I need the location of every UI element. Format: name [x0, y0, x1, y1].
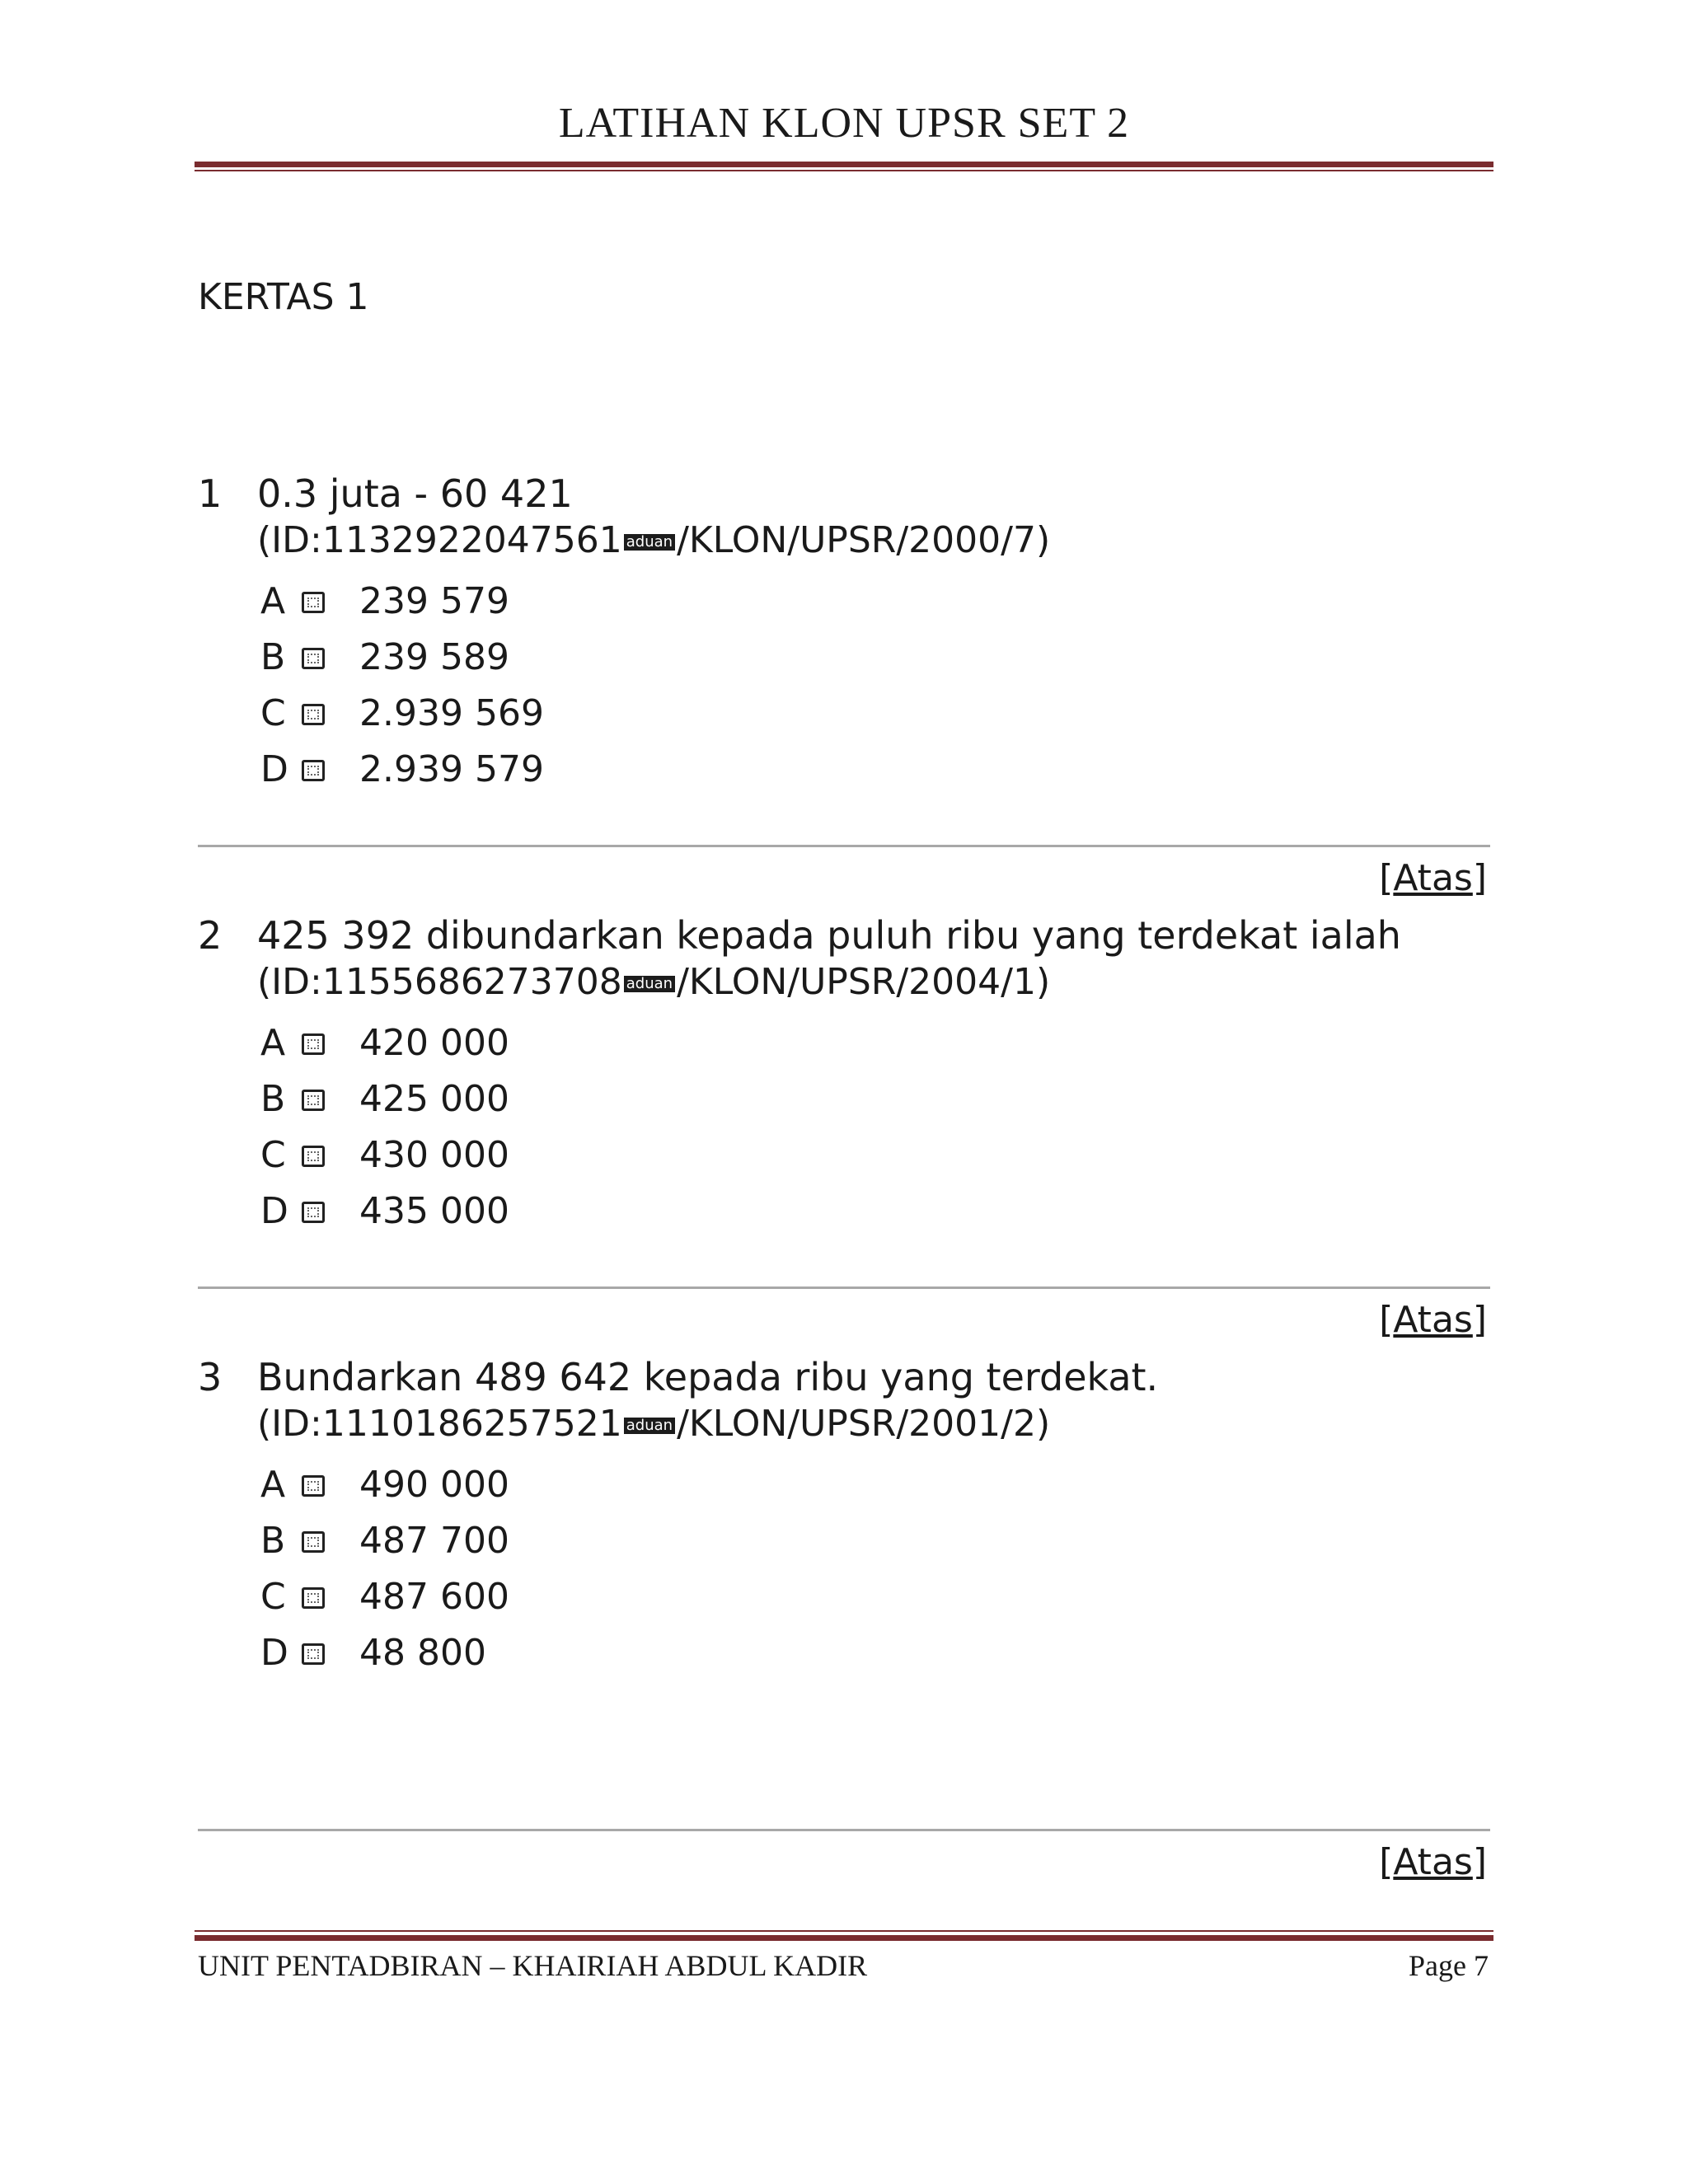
question-separator — [198, 1829, 1490, 1831]
option-value: 420 000 — [359, 1022, 509, 1064]
question-id — [257, 1403, 1050, 1445]
question-text: Bundarkan 489 642 kepada ribu yang terdekat. — [257, 1355, 1159, 1399]
atas-link-label[interactable]: Atas — [1393, 1299, 1473, 1341]
option-radio-b[interactable] — [302, 1090, 325, 1111]
option-radio-c[interactable] — [302, 1587, 325, 1609]
option-radio-a[interactable] — [302, 1475, 325, 1497]
atas-link[interactable]: [Atas] — [1379, 857, 1487, 899]
question-number: 2 — [198, 913, 223, 958]
option-value: 430 000 — [359, 1134, 509, 1176]
footer-author: UNIT PENTADBIRAN – KHAIRIAH ABDUL KADIR — [198, 1949, 868, 1982]
option-value: 487 600 — [359, 1576, 509, 1618]
option-radio-b[interactable] — [302, 648, 325, 669]
option-letter: D — [260, 748, 288, 790]
option-value: 2.939 579 — [359, 748, 544, 790]
question-id-prefix: (ID:1110186257521 — [257, 1403, 622, 1445]
option-radio-c[interactable] — [302, 1146, 325, 1167]
option-value: 490 000 — [359, 1464, 509, 1506]
option-radio-d[interactable] — [302, 1202, 325, 1223]
option-letter: C — [260, 1576, 286, 1618]
question-separator — [198, 1286, 1490, 1289]
option-letter: A — [260, 1022, 286, 1064]
aduan-link[interactable]: aduan — [624, 534, 675, 551]
page-header-title: LATIHAN KLON UPSR SET 2 — [558, 100, 1130, 147]
question-id-suffix: /KLON/UPSR/2000/7) — [677, 519, 1051, 561]
option-value: 48 800 — [359, 1632, 486, 1674]
option-letter: A — [260, 1464, 286, 1506]
question-id-prefix: (ID:1132922047561 — [257, 519, 622, 561]
option-radio-a[interactable] — [302, 592, 325, 613]
question-id-suffix: /KLON/UPSR/2001/2) — [677, 1403, 1051, 1445]
option-letter: D — [260, 1632, 288, 1674]
atas-link[interactable]: [Atas] — [1379, 1299, 1487, 1341]
option-letter: B — [260, 1078, 286, 1120]
footer-rule-thin — [195, 1930, 1493, 1932]
option-letter: C — [260, 1134, 286, 1176]
option-value: 487 700 — [359, 1520, 509, 1562]
question-id — [257, 519, 1050, 561]
option-letter: B — [260, 636, 286, 678]
header-rule-thin — [195, 170, 1493, 171]
option-radio-d[interactable] — [302, 1643, 325, 1665]
atas-link-label[interactable]: Atas — [1393, 857, 1473, 899]
option-letter: D — [260, 1190, 288, 1232]
question-text: 425 392 dibundarkan kepada puluh ribu yang terdekat ialah — [257, 913, 1401, 958]
question-text: 0.3 juta - 60 421 — [257, 471, 573, 516]
question-id-suffix: /KLON/UPSR/2004/1) — [677, 961, 1051, 1003]
question-number: 3 — [198, 1355, 223, 1399]
option-letter: B — [260, 1520, 286, 1562]
option-value: 239 579 — [359, 580, 509, 622]
header-rule — [195, 162, 1493, 167]
aduan-link[interactable]: aduan — [624, 976, 675, 992]
question-id-prefix: (ID:1155686273708 — [257, 961, 622, 1003]
footer-rule — [195, 1935, 1493, 1941]
option-value: 239 589 — [359, 636, 509, 678]
option-value: 435 000 — [359, 1190, 509, 1232]
option-letter: C — [260, 692, 286, 734]
question-separator — [198, 845, 1490, 847]
option-radio-a[interactable] — [302, 1033, 325, 1055]
option-value: 2.939 569 — [359, 692, 544, 734]
option-letter: A — [260, 580, 286, 622]
option-radio-c[interactable] — [302, 704, 325, 725]
question-id — [257, 961, 1050, 1003]
option-radio-d[interactable] — [302, 760, 325, 781]
section-label: KERTAS 1 — [198, 276, 369, 318]
page-number: Page 7 — [1409, 1949, 1489, 1982]
atas-link[interactable]: [Atas] — [1379, 1841, 1487, 1883]
aduan-link[interactable]: aduan — [624, 1418, 675, 1434]
option-value: 425 000 — [359, 1078, 509, 1120]
atas-link-label[interactable]: Atas — [1393, 1841, 1473, 1883]
question-number: 1 — [198, 471, 223, 516]
option-radio-b[interactable] — [302, 1531, 325, 1553]
